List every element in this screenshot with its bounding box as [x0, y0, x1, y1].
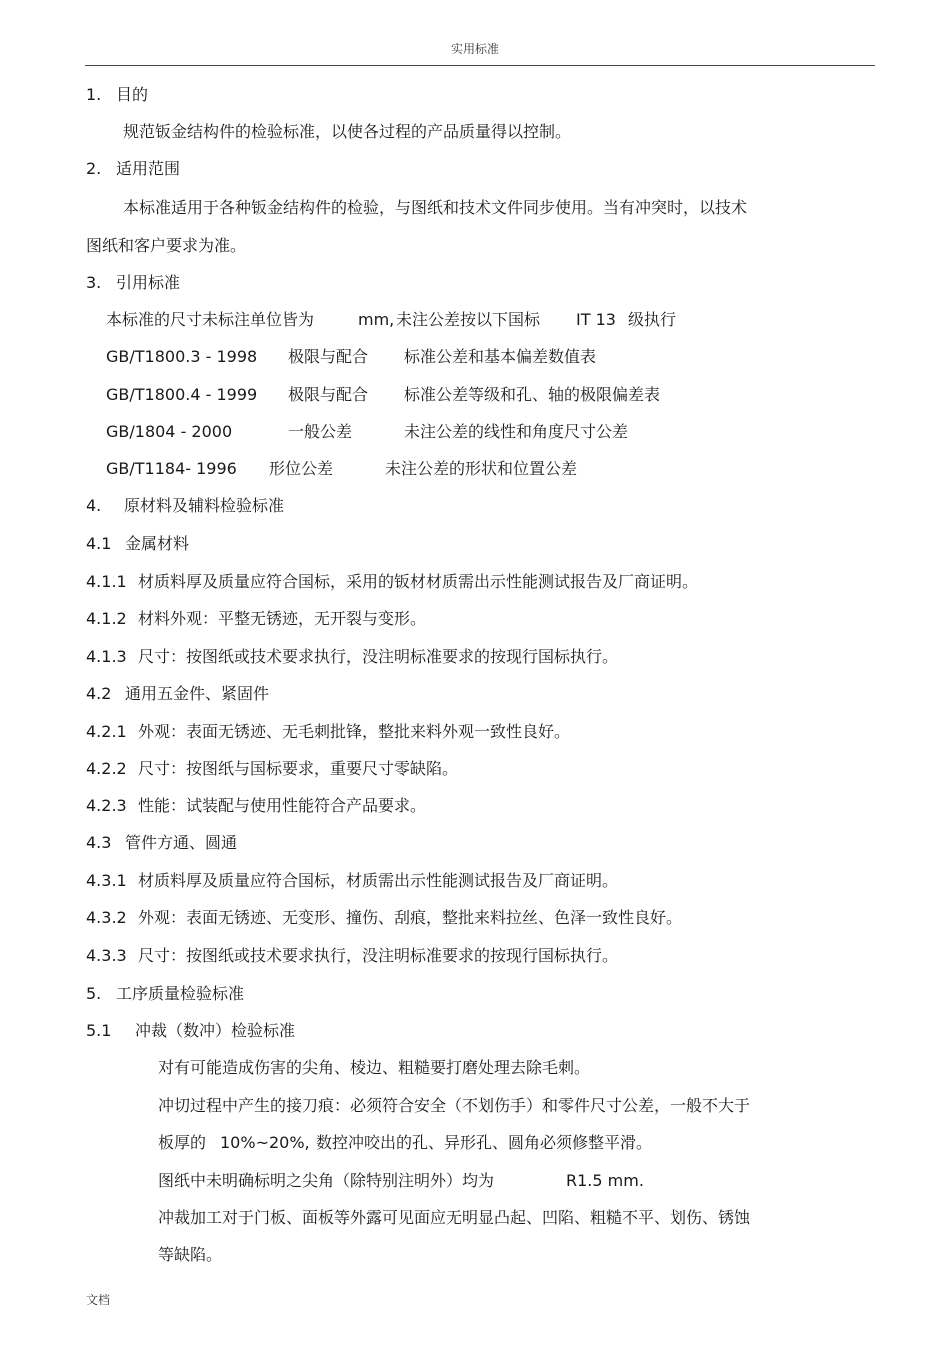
page-header: 实用标准 — [450, 42, 499, 56]
section-number: 3. — [86, 273, 102, 292]
standard-name: 一般公差 — [288, 422, 353, 441]
clause-number: 4.2.3 — [86, 796, 127, 815]
section-number: 2. — [86, 159, 102, 178]
unit-text: mm, — [358, 310, 395, 329]
standard-code: GB/T1184- 1996 — [106, 459, 237, 478]
section-title: 工序质量检验标准 — [116, 984, 245, 1003]
section-1-body: 规范钣金结构件的检验标准，以使各过程的产品质量得以控制。 — [123, 122, 572, 141]
section-title: 通用五金件、紧固件 — [125, 684, 270, 703]
section-number: 4.1 — [86, 534, 112, 553]
standard-name: 极限与配合 — [288, 385, 369, 404]
standard-desc: 未注公差的形状和位置公差 — [385, 459, 578, 478]
standard-desc: 标准公差和基本偏差数值表 — [404, 347, 597, 366]
clause-text: 尺寸：按图纸或技术要求执行，没注明标准要求的按现行国标执行。 — [138, 946, 619, 965]
paragraph-5-1-1: 对有可能造成伤害的尖角、棱边、粗糙要打磨处理去除毛刺。 — [158, 1058, 591, 1077]
section-title: 金属材料 — [125, 534, 190, 553]
section-number: 1. — [86, 85, 102, 104]
standard-desc: 未注公差的线性和角度尺寸公差 — [404, 422, 629, 441]
clause-number: 4.2.2 — [86, 759, 127, 778]
standard-code: GB/T1800.4 - 1999 — [106, 385, 258, 404]
clause-number: 4.1.1 — [86, 572, 127, 591]
clause-text: 尺寸：按图纸或技术要求执行，没注明标准要求的按现行国标执行。 — [138, 647, 619, 666]
clause-number: 4.2.1 — [86, 722, 127, 741]
clause-text: 性能：试装配与使用性能符合产品要求。 — [138, 796, 427, 815]
paragraph-text: 数控冲咬出的孔、异形孔、圆角必须修整平滑。 — [316, 1133, 653, 1152]
paragraph-text: 图纸中未明确标明之尖角（除特别注明外）均为 — [158, 1171, 495, 1190]
section-title: 目的 — [116, 85, 149, 104]
standard-name: 形位公差 — [269, 459, 334, 478]
radius-value: R1.5 mm. — [566, 1171, 644, 1190]
header-divider — [85, 65, 875, 66]
clause-number: 4.3.3 — [86, 946, 127, 965]
section-2-body-line-1: 本标准适用于各种钣金结构件的检验，与图纸和技术文件同步使用。当有冲突时，以技术 — [123, 198, 748, 217]
clause-number: 4.3.2 — [86, 908, 127, 927]
section-title: 适用范围 — [116, 159, 181, 178]
clause-text: 尺寸：按图纸与国标要求，重要尺寸零缺陷。 — [138, 759, 459, 778]
paragraph-5-1-2-line-1: 冲切过程中产生的接刀痕：必须符合安全（不划伤手）和零件尺寸公差，一般不大于 — [158, 1096, 751, 1115]
standard-code: GB/T1800.3 - 1998 — [106, 347, 258, 366]
section-title: 原材料及辅料检验标准 — [124, 496, 285, 515]
paragraph-5-1-4-line-2: 等缺陷。 — [158, 1245, 223, 1264]
percent-range: 10%~20%, — [220, 1133, 310, 1152]
standard-code: GB/1804 - 2000 — [106, 422, 233, 441]
grade-text: IT 13 — [576, 310, 616, 329]
clause-text: 材料外观：平整无锈迹，无开裂与变形。 — [138, 609, 427, 628]
section-title: 引用标准 — [116, 273, 181, 292]
section-number: 5. — [86, 984, 102, 1003]
clause-number: 4.1.3 — [86, 647, 127, 666]
section-title: 管件方通、圆通 — [125, 833, 238, 852]
clause-number: 4.3.1 — [86, 871, 127, 890]
clause-number: 4.1.2 — [86, 609, 127, 628]
intro-text: 级执行 — [628, 310, 677, 329]
clause-text: 外观：表面无锈迹、无变形、撞伤、刮痕，整批来料拉丝、色泽一致性良好。 — [138, 908, 683, 927]
paragraph-5-1-4-line-1: 冲裁加工对于门板、面板等外露可见面应无明显凸起、凹陷、粗糙不平、划伤、锈蚀 — [158, 1208, 751, 1227]
standard-name: 极限与配合 — [288, 347, 369, 366]
clause-text: 材质料厚及质量应符合国标，采用的钣材材质需出示性能测试报告及厂商证明。 — [138, 572, 699, 591]
intro-text: 本标准的尺寸未标注单位皆为 — [106, 310, 315, 329]
page-footer: 文档 — [86, 1293, 111, 1307]
section-number: 4.3 — [86, 833, 112, 852]
section-number: 4. — [86, 496, 102, 515]
clause-text: 外观：表面无锈迹、无毛刺批锋，整批来料外观一致性良好。 — [138, 722, 571, 741]
section-2-body-line-2: 图纸和客户要求为准。 — [86, 236, 247, 255]
intro-text: 未注公差按以下国标 — [396, 310, 541, 329]
section-number: 4.2 — [86, 684, 112, 703]
clause-text: 材质料厚及质量应符合国标，材质需出示性能测试报告及厂商证明。 — [138, 871, 619, 890]
section-title: 冲裁（数冲）检验标准 — [135, 1021, 296, 1040]
paragraph-text: 板厚的 — [158, 1133, 207, 1152]
standard-desc: 标准公差等级和孔、轴的极限偏差表 — [404, 385, 661, 404]
section-number: 5.1 — [86, 1021, 112, 1040]
